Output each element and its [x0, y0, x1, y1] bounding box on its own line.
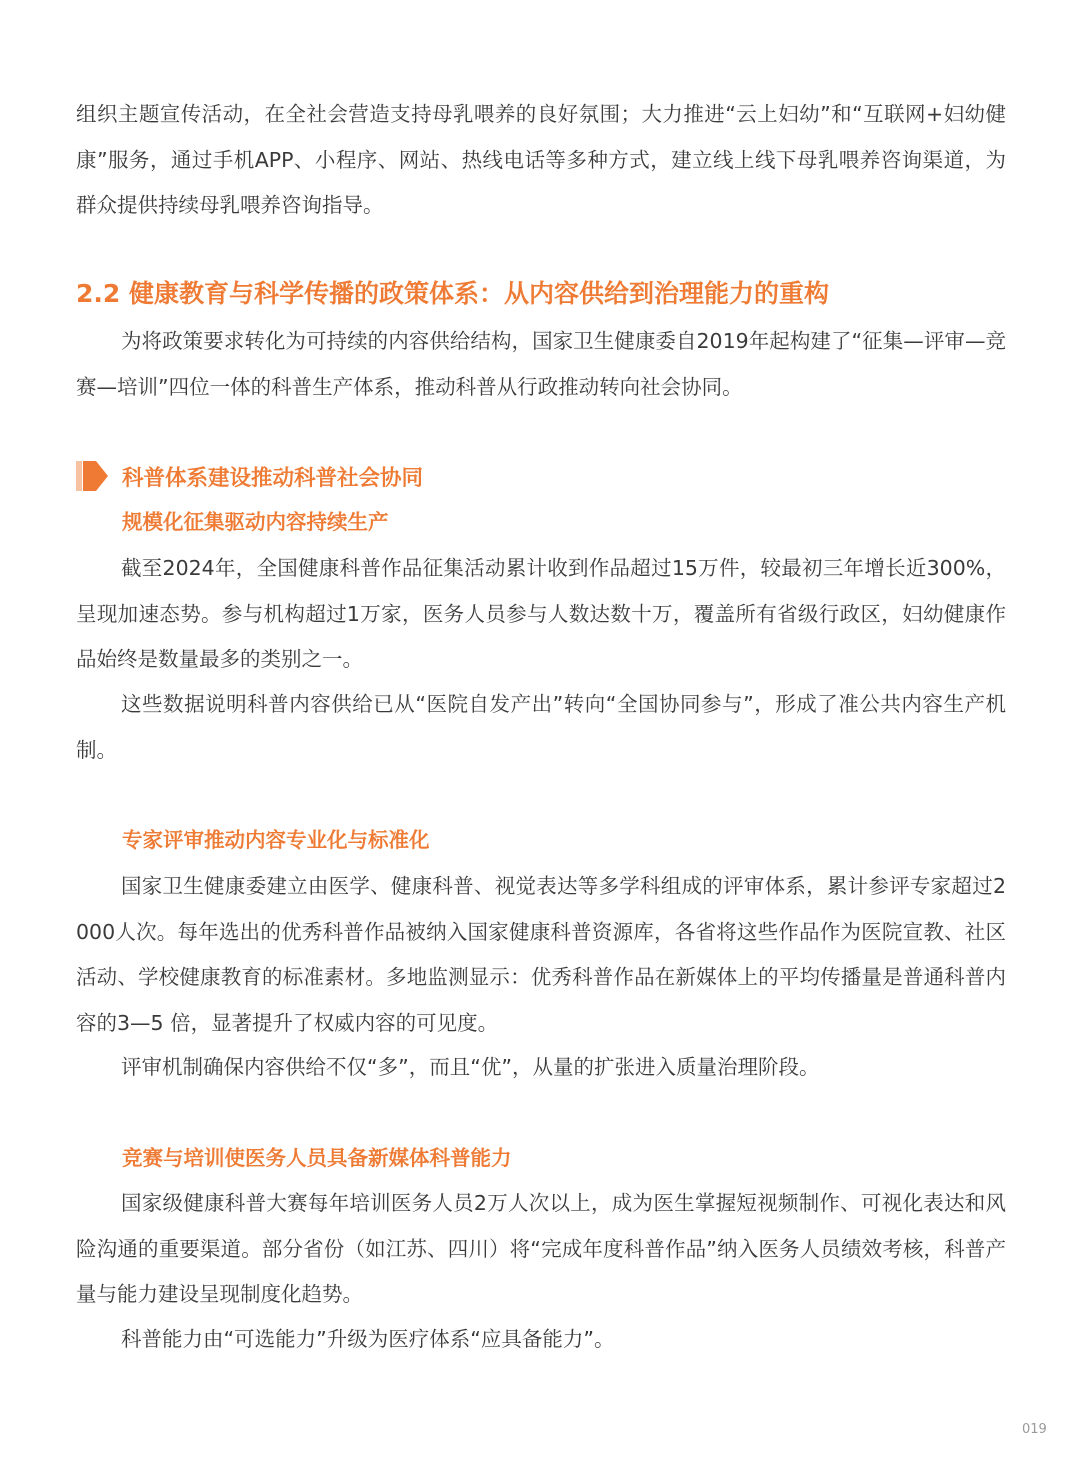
section-title: 2.2 健康教育与科学传播的政策体系：从内容供给到治理能力的重构: [76, 279, 829, 308]
subheading-training: 竞赛与培训使医务人员具备新媒体科普能力: [122, 1146, 512, 1170]
subheading-collection: 规模化征集驱动内容持续生产: [122, 510, 389, 534]
subheading-review: 专家评审推动内容专业化与标准化: [122, 828, 430, 852]
review-paragraph-2: 评审机制确保内容供给不仅“多”，而且“优”，从量的扩张进入质量治理阶段。: [121, 1055, 820, 1079]
collection-paragraph-2: 这些数据说明科普内容供给已从“医院自发产出”转向“全国协同参与”，形成了准公共内容生产机制。: [76, 692, 1006, 762]
section-intro-paragraph: 为将政策要求转化为可持续的内容供给结构，国家卫生健康委自2019年起构建了“征集—评审—竞赛—培训”四位一体的科普生产体系，推动科普从行政推动转向社会协同。: [76, 329, 1006, 399]
training-paragraph-1: 国家级健康科普大赛每年培训医务人员2万人次以上，成为医生掌握短视频制作、可视化表达和风险沟通的重要渠道。部分省份（如江苏、四川）将“完成年度科普作品”纳入医务人员绩效考核，科普产量与能力建设呈现制度化趋势。: [76, 1191, 1006, 1306]
collection-paragraph-1: 截至2024年，全国健康科普作品征集活动累计收到作品超过15万件，较最初三年增长近300%，呈现加速态势。参与机构超过1万家，医务人员参与人数达数十万，覆盖所有省级行政区，妇幼健康作品始终是数量最多的类别之一。: [76, 556, 1006, 671]
intro-paragraph: 组织主题宣传活动，在全社会营造支持母乳喂养的良好氛围；大力推进“云上妇幼”和“互联网+妇幼健康”服务，通过手机APP、小程序、网站、热线电话等多种方式，建立线上线下母乳喂养咨询渠道，为群众提供持续母乳喂养咨询指导。: [76, 102, 1006, 217]
arrow-chevron-icon: [76, 459, 110, 493]
training-paragraph-2: 科普能力由“可选能力”升级为医疗体系“应具备能力”。: [121, 1327, 615, 1351]
marker-heading: [76, 456, 423, 496]
page-number: 019: [1022, 1422, 1047, 1437]
marker-heading-text: 科普体系建设推动科普社会协同: [122, 465, 424, 491]
review-paragraph-1: 国家卫生健康委建立由医学、健康科普、视觉表达等多学科组成的评审体系，累计参评专家超过2000人次。每年选出的优秀科普作品被纳入国家健康科普资源库，各省将这些作品作为医院宣教、社区活动、学校健康教育的标准素材。多地监测显示：优秀科普作品在新媒体上的平均传播量是普通科普内容的3—5 倍，显著提升了权威内容的可见度。: [76, 874, 1006, 1035]
